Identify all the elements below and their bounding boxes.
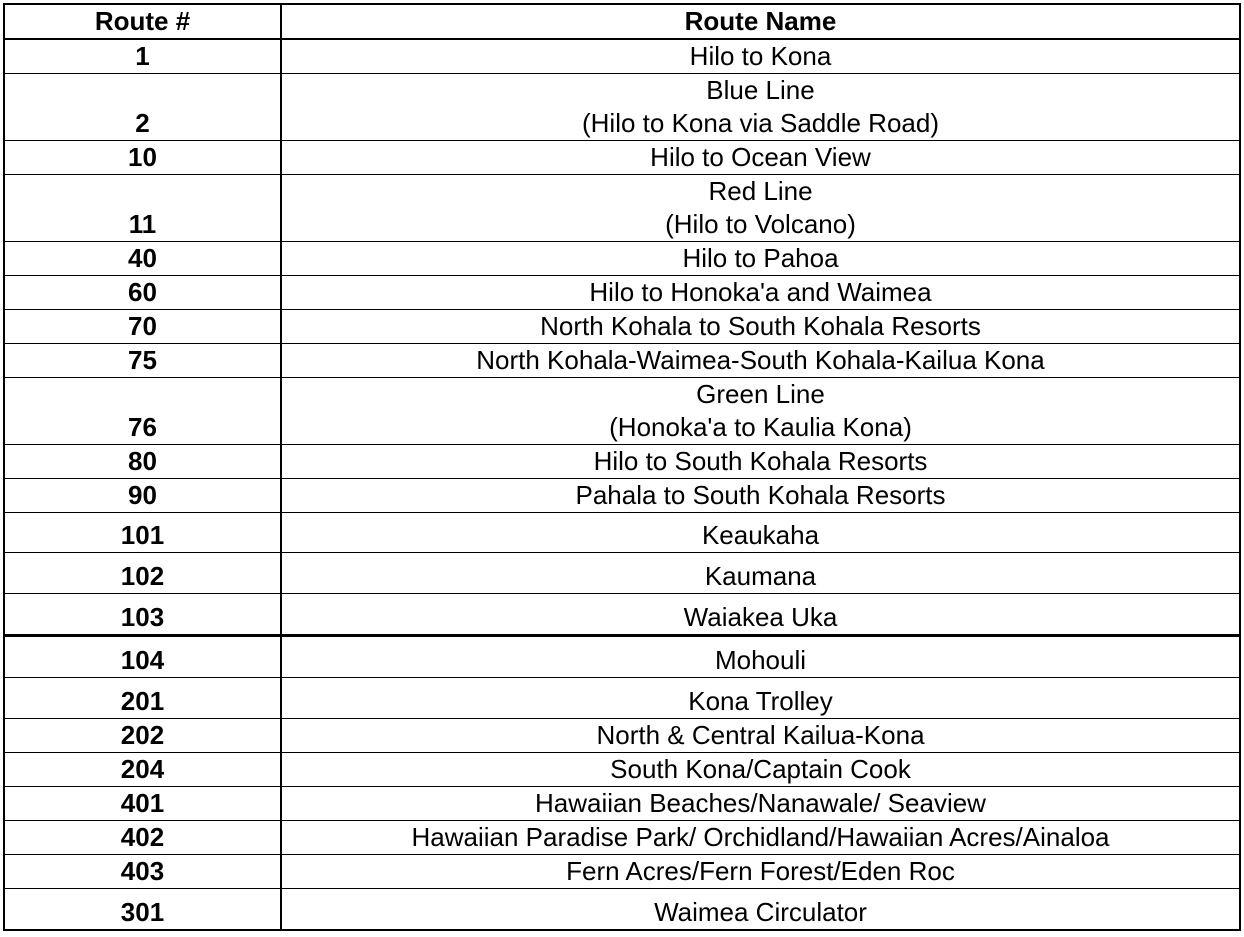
route-name-line: Pahala to South Kohala Resorts xyxy=(575,480,946,510)
route-name xyxy=(281,310,1240,344)
route-number: 40 xyxy=(4,242,281,276)
table-row xyxy=(4,175,1240,242)
route-name xyxy=(281,445,1240,479)
route-name xyxy=(281,378,1240,445)
route-name-line: Hilo to Pahoa xyxy=(682,243,839,273)
route-number: 104 xyxy=(4,636,281,678)
route-name xyxy=(281,636,1240,678)
route-name-line: Hilo to South Kohala Resorts xyxy=(593,446,928,476)
route-number: 402 xyxy=(4,821,281,855)
route-name-line: North Kohala to South Kohala Resorts xyxy=(540,311,981,341)
route-number: 70 xyxy=(4,310,281,344)
table-row xyxy=(4,753,1240,787)
route-number: 103 xyxy=(4,594,281,636)
route-name-line: Keaukaha xyxy=(701,520,820,550)
table-row xyxy=(4,344,1240,378)
route-number: 201 xyxy=(4,678,281,719)
route-name-line: Waiakea Uka xyxy=(683,602,838,632)
table-row xyxy=(4,242,1240,276)
route-name xyxy=(281,678,1240,719)
table-row xyxy=(4,310,1240,344)
table-row xyxy=(4,678,1240,719)
route-name-line: Waimea Circulator xyxy=(654,897,867,927)
route-name-line: Hilo to Honoka'a and Waimea xyxy=(589,277,932,307)
table-row xyxy=(4,889,1240,931)
route-name-line: Kaumana xyxy=(704,561,817,591)
route-name-line: Fern Acres/Fern Forest/Eden Roc xyxy=(566,856,955,886)
route-number: 80 xyxy=(4,445,281,479)
table-row xyxy=(4,276,1240,310)
route-name-line: (Hilo to Volcano) xyxy=(665,209,856,239)
route-number: 90 xyxy=(4,479,281,513)
route-number: 1 xyxy=(4,39,281,74)
route-number: 76 xyxy=(4,378,281,445)
header-row xyxy=(4,4,1240,39)
table-row xyxy=(4,855,1240,889)
table-row xyxy=(4,513,1240,553)
table-row xyxy=(4,636,1240,678)
route-name-line: Mohouli xyxy=(714,645,807,675)
route-number: 204 xyxy=(4,753,281,787)
route-number: 202 xyxy=(4,719,281,753)
route-name-line: Hawaiian Beaches/Nanawale/ Seaview xyxy=(535,788,986,818)
route-number: 401 xyxy=(4,787,281,821)
route-name xyxy=(281,855,1240,889)
route-name xyxy=(281,479,1240,513)
table-row xyxy=(4,39,1240,74)
route-name-line: Kona Trolley xyxy=(688,686,833,716)
route-number: 301 xyxy=(4,889,281,931)
route-number: 102 xyxy=(4,553,281,594)
route-number: 2 xyxy=(4,74,281,141)
route-name xyxy=(281,276,1240,310)
route-name xyxy=(281,594,1240,636)
table-row xyxy=(4,74,1240,141)
route-name-line: Blue Line xyxy=(706,75,815,105)
route-name-header: Route Name xyxy=(281,4,1240,39)
route-name-line: Green Line xyxy=(696,379,825,409)
route-name xyxy=(281,889,1240,931)
table-row xyxy=(4,719,1240,753)
route-number: 60 xyxy=(4,276,281,310)
route-number: 101 xyxy=(4,513,281,553)
route-name xyxy=(281,141,1240,175)
route-name xyxy=(281,344,1240,378)
table-row xyxy=(4,594,1240,636)
route-name-line: (Hilo to Kona via Saddle Road) xyxy=(582,108,939,138)
table-row xyxy=(4,553,1240,594)
route-number: 11 xyxy=(4,175,281,242)
route-name xyxy=(281,753,1240,787)
route-name xyxy=(281,175,1240,242)
route-name-line: (Honoka'a to Kaulia Kona) xyxy=(609,412,912,442)
route-name xyxy=(281,242,1240,276)
route-name-line: Hawaiian Paradise Park/ Orchidland/Hawaiian Acres/Ainaloa xyxy=(411,822,1110,852)
route-name-line: South Kona/Captain Cook xyxy=(610,754,911,784)
route-number: 10 xyxy=(4,141,281,175)
table-row xyxy=(4,821,1240,855)
table-row xyxy=(4,445,1240,479)
route-table xyxy=(3,3,1241,931)
route-name xyxy=(281,821,1240,855)
route-name xyxy=(281,74,1240,141)
route-name-line: Red Line xyxy=(708,176,813,206)
table-row xyxy=(4,378,1240,445)
table-row xyxy=(4,787,1240,821)
route-name-line: Hilo to Kona xyxy=(689,41,832,71)
route-name xyxy=(281,787,1240,821)
table-row xyxy=(4,141,1240,175)
table-row xyxy=(4,479,1240,513)
route-name xyxy=(281,553,1240,594)
route-name xyxy=(281,513,1240,553)
route-number-header: Route # xyxy=(4,4,281,39)
route-name-line: North Kohala-Waimea-South Kohala-Kailua Kona xyxy=(476,345,1045,375)
route-number: 75 xyxy=(4,344,281,378)
route-name-line: Hilo to Ocean View xyxy=(650,142,871,172)
route-number: 403 xyxy=(4,855,281,889)
route-name xyxy=(281,39,1240,74)
route-name-line: North & Central Kailua-Kona xyxy=(596,720,925,750)
route-name xyxy=(281,719,1240,753)
